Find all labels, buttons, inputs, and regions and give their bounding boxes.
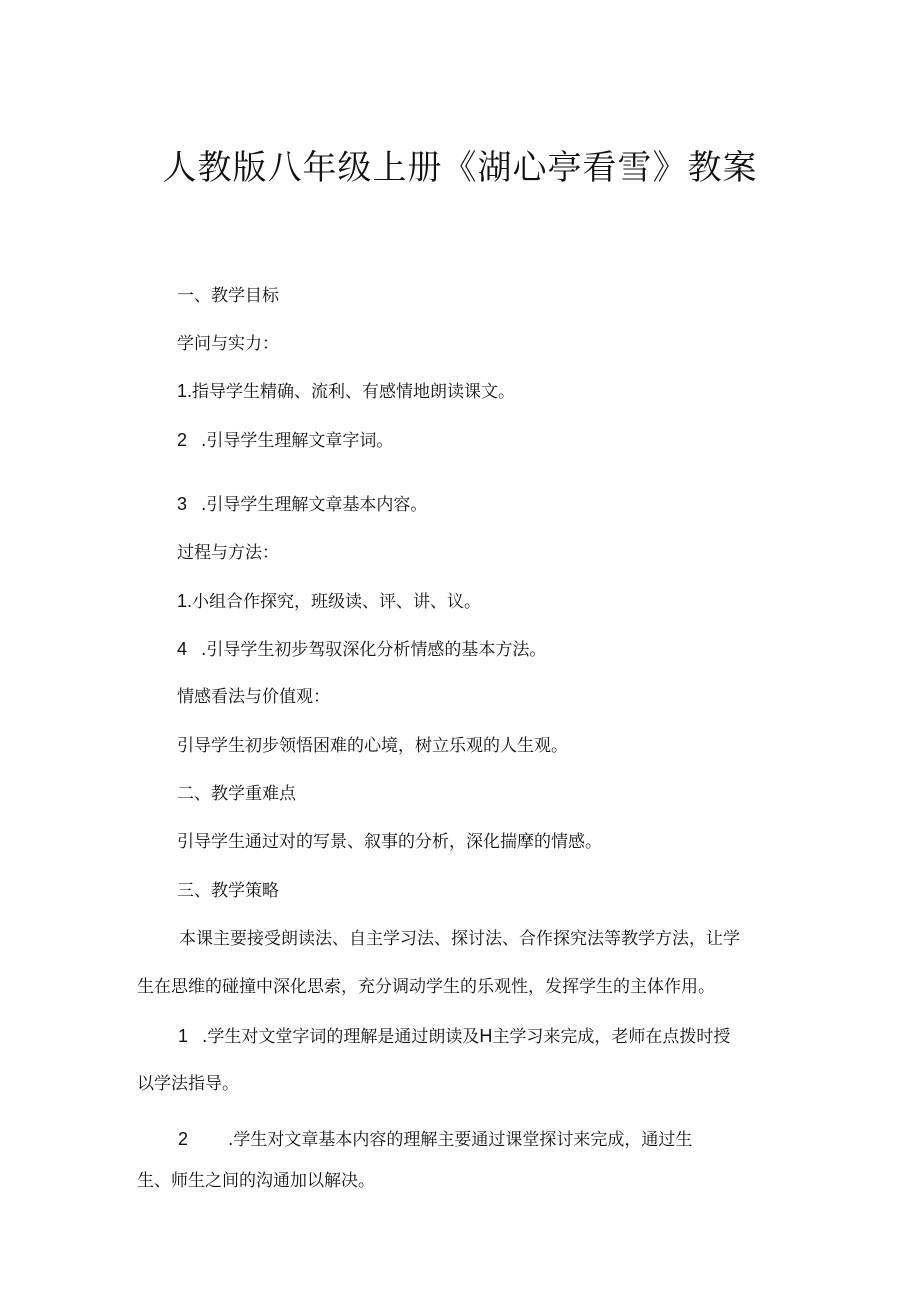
item-number: 1 — [178, 1026, 189, 1046]
knowledge-heading: 学问与实力： — [177, 334, 279, 354]
item-text: .引导学生理解文章基本内容。 — [201, 495, 428, 515]
process-item-2 — [177, 637, 546, 662]
item-text: 主学习来完成，老师在点拨时授 — [492, 1027, 731, 1047]
item-number: 2 — [178, 1129, 189, 1149]
strategy-item-2-line-1 — [178, 1127, 692, 1152]
item-text: .学生对文堂字词的理解是通过朗读及 — [202, 1027, 480, 1047]
emotion-text: 引导学生初步领悟困难的心境，树立乐观的人生观。 — [177, 736, 568, 756]
emotion-heading: 情感看法与价值观： — [177, 687, 330, 707]
objective-item-3 — [177, 492, 427, 517]
item-number: 4 — [177, 639, 188, 659]
item-text: 小组合作探究，班级读、评、讲、议。 — [192, 592, 482, 612]
item-text: .引导学生初步驾驭深化分析情感的基本方法。 — [201, 640, 547, 660]
item-text: .学生对文章基本内容的理解主要通过课堂探讨来完成，通过生 — [228, 1130, 693, 1150]
process-item-1 — [177, 589, 481, 614]
item-number: 1. — [177, 591, 193, 611]
document-title: 人教版八年级上册《湖心亭看雪》教案 — [162, 148, 758, 188]
item-text: .引导学生理解文章字词。 — [201, 431, 394, 451]
item-number: 3 — [177, 494, 188, 514]
process-heading: 过程与方法： — [177, 543, 279, 563]
strategy-paragraph-line-2: 生在思维的碰撞中深化思索，充分调动学生的乐观性，发挥学生的主体作用。 — [137, 977, 715, 997]
item-number: 1. — [177, 381, 193, 401]
section2-text: 引导学生通过对的写景、叙事的分析，深化揣摩的情感。 — [177, 832, 602, 852]
strategy-paragraph-line-1: 本课主要接受朗读法、自主学习法、探讨法、合作探究法等教学方法，让学 — [179, 929, 740, 949]
strategy-item-2-line-2: 生、师生之间的沟通加以解决。 — [137, 1171, 375, 1191]
item-text-letter: H — [479, 1026, 493, 1046]
item-text: 指导学生精确、流利、有感情地朗读课文。 — [192, 382, 516, 402]
strategy-item-1-line-2: 以学法指导。 — [137, 1074, 239, 1094]
section3-heading: 三、教学策略 — [177, 881, 279, 901]
section2-heading: 二、教学重难点 — [177, 784, 296, 804]
item-number: 2 — [177, 430, 188, 450]
strategy-item-1-line-1 — [178, 1024, 730, 1049]
objective-item-2 — [177, 428, 393, 453]
section1-heading: 一、教学目标 — [177, 286, 279, 306]
objective-item-1 — [177, 379, 515, 404]
